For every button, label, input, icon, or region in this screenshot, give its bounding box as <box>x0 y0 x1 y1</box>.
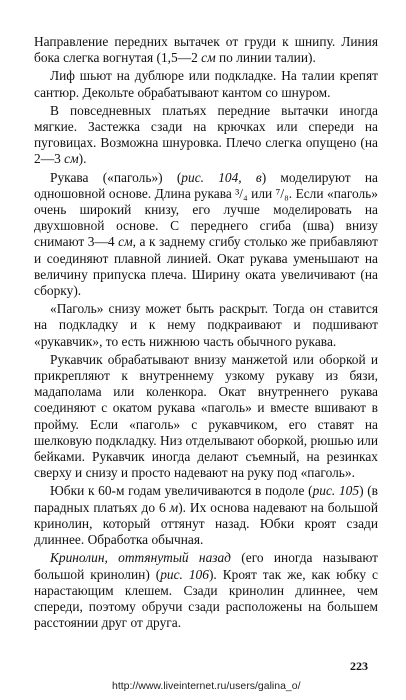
paragraph <box>34 103 378 168</box>
text-run: Лиф шьют на дублюре или подкладке. На талии крепят сантюр. Декольте обрабатывают кантом со шнуром. <box>34 68 378 100</box>
paragraph <box>34 68 378 100</box>
text-run: Юбки к 60-м годам увеличиваются в подоле ( <box>50 483 313 499</box>
text-run: Рукавчик обрабатывают внизу манжетой или оборкой и прикрепляют к внутреннему узкому рукаву из бязи, мадаполама или коленкора. Окат внутреннего рукава соединяют с окатом рукава «паголь» и вместе вшивают в пройму. Если «паголь» с рукавчиком, его ставят на шелковую подкладку. Низ отделывают оборкой, рюшью или бейками. Рукавчик иногда делают съемный, на резинках сверху и снизу и просто надевают на руку под «паголь». <box>34 351 378 481</box>
italic-text: см <box>118 234 133 250</box>
italic-text: рис. 106 <box>160 566 209 582</box>
text-run: ) моделируют на одношовной основе. Длина рукава ³/₄ или ⁷/₈. Если «паголь» очень широкий книзу, его лучше моделировать на двухшовной основе. С переднего сгиба (шва) внизу снимают 3—4 <box>34 169 378 250</box>
italic-text: Кринолин, оттянутый назад <box>50 550 231 566</box>
text-run: по линии талии). <box>215 50 316 66</box>
paragraph <box>34 170 378 300</box>
paragraph <box>34 550 378 631</box>
page-body <box>34 34 378 633</box>
italic-text: рис. 104, в <box>181 169 262 185</box>
text-run: , а к заднему сгибу столько же прибавляют и соединяют плавной линией. Окат рукава уменьшают на величину припуска плеча. Ширину оката увеличивают (на сборку). <box>34 234 378 299</box>
paragraph <box>34 483 378 548</box>
text-run: В повседневных платьях передние вытачки иногда мягкие. Застежка сзади на крючках или спереди на пуговицах. Возможна шнуровка. Плечо слегка опущено (на 2—3 <box>34 102 378 167</box>
text-run: ). Кроят так же, как юбку с нарастающим клешем. Сзади кринолин длиннее, чем спереди, поэтому обручи сзади расположены на большем расстоянии друг от друга. <box>34 566 378 631</box>
italic-text: рис. 105 <box>312 483 360 499</box>
text-run: (его иногда называют большой кринолин) ( <box>34 550 379 582</box>
paragraph <box>34 352 378 482</box>
page-number: 223 <box>350 659 368 673</box>
italic-text: см <box>201 50 216 66</box>
text-run: ). Их основа надевают на большой кринолин, который оттянут назад. Юбки кроят сзади длиннее. Обработка обычная. <box>34 499 379 548</box>
text-run: Рукава («паголь») ( <box>50 169 182 185</box>
paragraph <box>34 301 378 350</box>
italic-text: м <box>169 499 179 515</box>
text-run: ) (в парадных платьях до 6 <box>34 483 379 515</box>
text-run: ). <box>78 151 87 167</box>
paragraph <box>34 34 378 66</box>
italic-text: см <box>64 151 79 167</box>
text-run: «Паголь» снизу может быть раскрыт. Тогда он ставится на подкладку и к нему подкраивают и подшивают «рукавчик», то есть нижнюю часть обычного рукава. <box>34 301 378 349</box>
text-run: Направление передних вытачек от груди к шнипу. Линия бока слегка вогнутая (1,5—2 <box>34 34 378 66</box>
watermark-url: http://www.liveinternet.ru/users/galina_o/ <box>112 680 301 692</box>
